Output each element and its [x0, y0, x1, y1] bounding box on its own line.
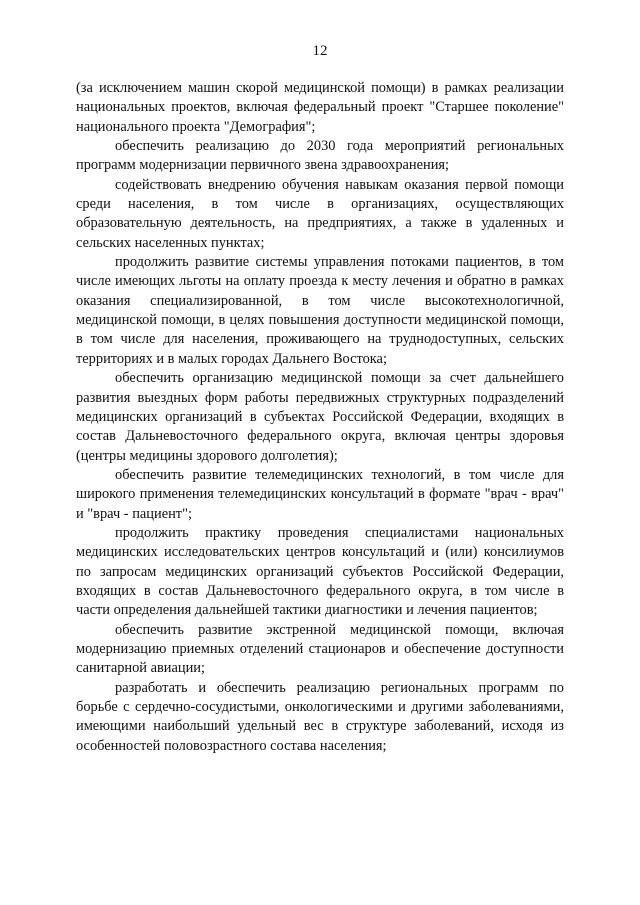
paragraph-emergency-care: обеспечить развитие экстренной медицинской помощи, включая модернизацию приемных отделений стационаров и обеспечение доступности санитарной авиации;: [76, 621, 564, 677]
paragraph-national-centers-consultations: продолжить практику проведения специалистами национальных медицинских исследовательских центров консультаций и (или) консилиумов по запросам медицинских организаций субъектов Российской Федерации, входящих в состав Дальневосточного федерального округа, в том числе в части определения дальнейшей тактики диагностики и лечения пациентов;: [76, 524, 564, 619]
document-body: [76, 79, 564, 756]
paragraph-primary-care-modernization: обеспечить реализацию до 2030 года мероприятий региональных программ модернизации первичного звена здравоохранения;: [76, 138, 564, 174]
paragraph-first-aid-training: содействовать внедрению обучения навыкам оказания первой помощи среди населения, в том числе в организациях, осуществляющих образовательную деятельность, на предприятиях, а также в удаленных и сельских населенных пунктах;: [76, 176, 564, 251]
paragraph-continuation-ambulance: (за исключением машин скорой медицинской помощи) в рамках реализации национальных проектов, включая федеральный проект "Старшее поколение" национального проекта "Демография";: [76, 80, 564, 135]
paragraph-telemedicine: обеспечить развитие телемедицинских технологий, в том числе для широкого применения телемедицинских консультаций в формате "врач - врач" и "врач - пациент";: [76, 466, 564, 522]
paragraph-patient-flow-management: продолжить развитие системы управления потоками пациентов, в том числе имеющих льготы на оплату проезда к месту лечения и обратно в рамках оказания специализированной, в том числе высокотехнологичной, медицинской помощи, в целях повышения доступности медицинской помощи, в том числе для населения, проживающего на труднодоступных, сельских территориях и в малых городах Дальнего Востока;: [76, 254, 564, 367]
paragraph-mobile-units: обеспечить организацию медицинской помощи за счет дальнейшего развития выездных форм работы передвижных структурных подразделений медицинских организаций в субъектах Российской Федерации, входящих в состав Дальневосточного федерального округа, включая центры здоровья (центры медицины здорового долголетия);: [76, 370, 564, 464]
page-number: 12: [312, 43, 328, 59]
paragraph-regional-disease-programs: разработать и обеспечить реализацию региональных программ по борьбе с сердечно-сосудистыми, онкологическими и другими заболеваниями, имеющими наибольший удельный вес в структуре заболеваний, исходя из особенностей половозрастного состава населения;: [76, 679, 564, 754]
